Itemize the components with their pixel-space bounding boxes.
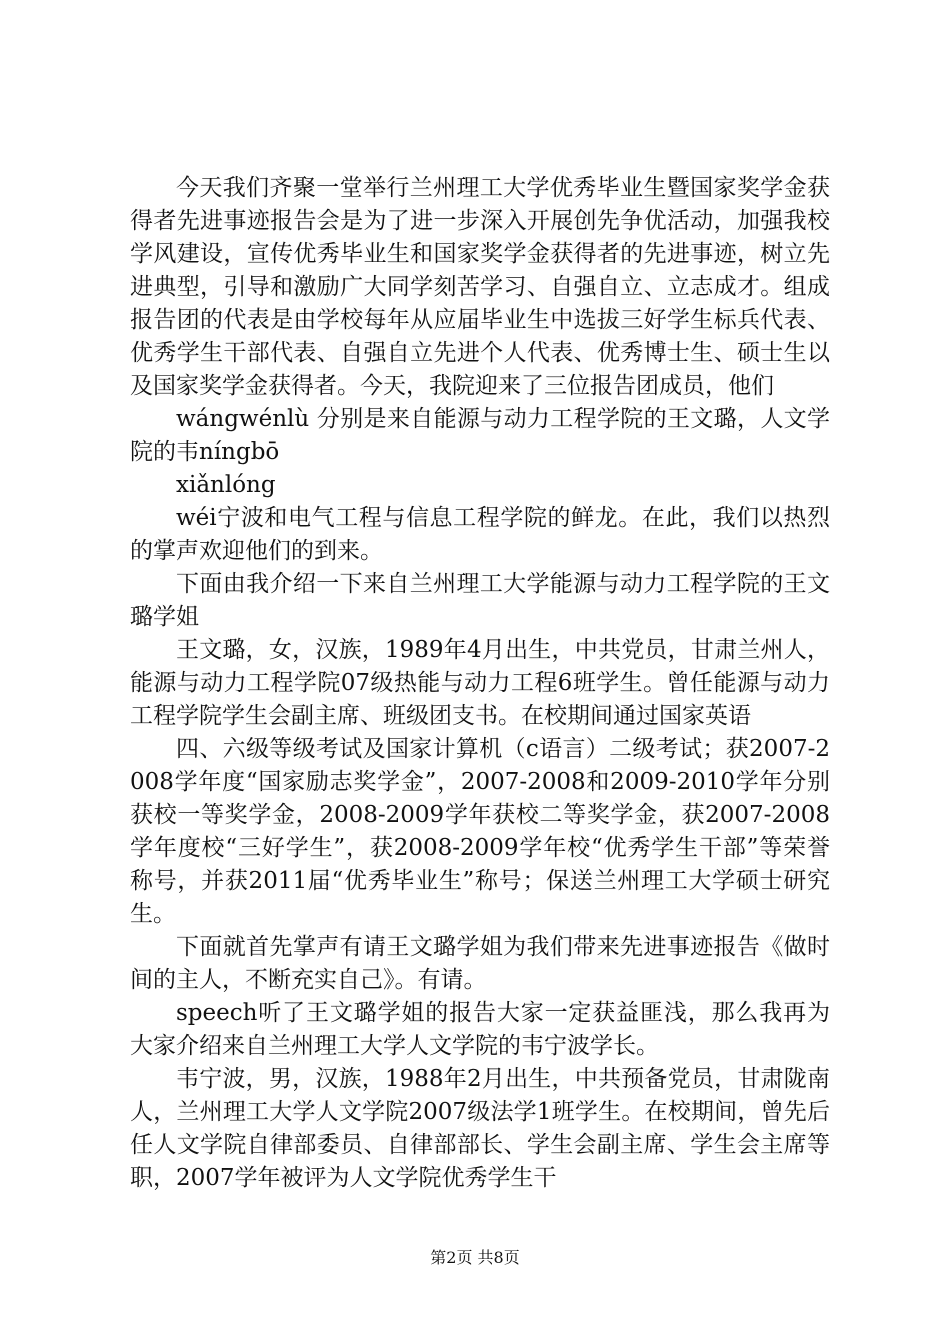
- paragraph: 下面就首先掌声有请王文璐学姐为我们带来先进事迹报告《做时间的主人，不断充实自己》。有请。: [130, 934, 830, 993]
- paragraph: xiǎnlóng: [176, 472, 276, 498]
- paragraph: wéi宁波和电气工程与信息工程学院的鲜龙。在此，我们以热烈的掌声欢迎他们的到来。: [130, 505, 830, 564]
- paragraph: 王文璐，女，汉族，1989年4月出生，中共党员，甘肃兰州人，能源与动力工程学院07级热能与动力工程6班学生。曾任能源与动力工程学院学生会副主席、班级团支书。在校期间通过国家英语: [130, 637, 830, 729]
- document-body: [130, 172, 830, 1195]
- paragraph: wángwénlù 分别是来自能源与动力工程学院的王文璐，人文学院的韦níngbō: [130, 406, 830, 465]
- page-number-footer: 第2页 共8页: [430, 1248, 520, 1267]
- paragraph: 韦宁波，男，汉族，1988年2月出生，中共预备党员，甘肃陇南人，兰州理工大学人文学院2007级法学1班学生。在校期间，曾先后任人文学院自律部委员、自律部部长、学生会副主席、学生会主席等职，2007学年被评为人文学院优秀学生干: [130, 1066, 830, 1191]
- paragraph: 今天我们齐聚一堂举行兰州理工大学优秀毕业生暨国家奖学金获得者先进事迹报告会是为了进一步深入开展创先争优活动，加强我校学风建设，宣传优秀毕业生和国家奖学金获得者的先进事迹，树立先进典型，引导和激励广大同学刻苦学习、自强自立、立志成才。组成报告团的代表是由学校每年从应届毕业生中选拔三好学生标兵代表、优秀学生干部代表、自强自立先进个人代表、优秀博士生、硕士生以及国家奖学金获得者。今天，我院迎来了三位报告团成员，他们: [130, 175, 830, 399]
- paragraph: 四、六级等级考试及国家计算机（c语言）二级考试；获2007-2008学年度“国家励志奖学金”，2007-2008和2009-2010学年分别获校一等奖学金，2008-2009学年获校二等奖学金，获2007-2008学年度校“三好学生”，获2008-2009学年校“优秀学生干部”等荣誉称号，并获2011届“优秀毕业生”称号；保送兰州理工大学硕士研究生。: [130, 736, 830, 927]
- paragraph: speech听了王文璐学姐的报告大家一定获益匪浅，那么我再为大家介绍来自兰州理工大学人文学院的韦宁波学长。: [130, 1000, 830, 1059]
- paragraph: 下面由我介绍一下来自兰州理工大学能源与动力工程学院的王文璐学姐: [130, 571, 830, 630]
